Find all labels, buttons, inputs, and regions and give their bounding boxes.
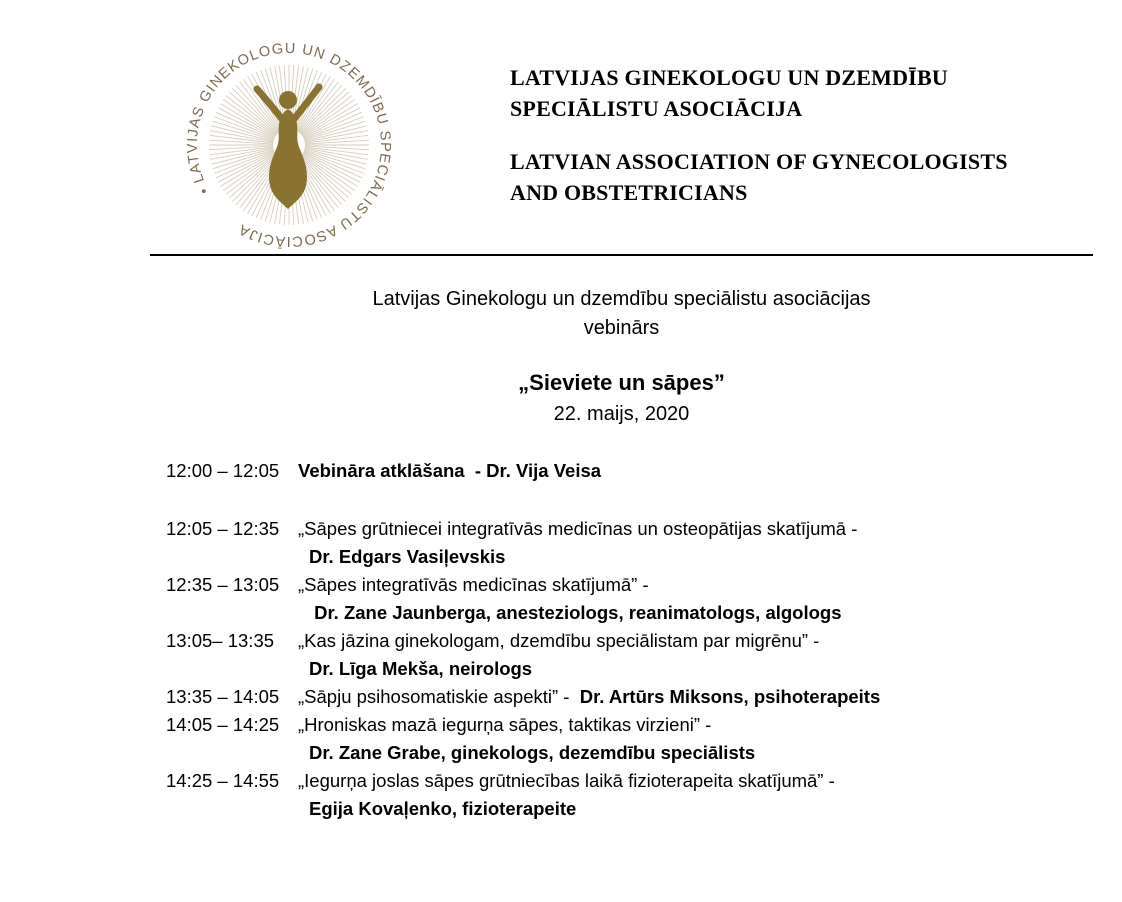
agenda-line-2: [166, 543, 1096, 571]
agenda-time: 13:05– 13:35: [166, 630, 275, 651]
agenda-time: 13:35 – 14:05: [166, 686, 280, 707]
agenda-line-3: [166, 571, 1096, 599]
webinar-title: „Sieviete un sāpes”: [518, 370, 725, 395]
agenda-line-10: [166, 767, 1096, 795]
agenda-speaker: Dr. Līga Mekša, neirologs: [309, 658, 533, 679]
agenda-topic: „Iegurņa joslas sāpes grūtniecības laikā fizioterapeita skatījumā” -: [298, 770, 835, 791]
agenda-time: 14:05 – 14:25: [166, 714, 280, 735]
agenda-topic: „Sāpes grūtniecei integratīvās medicīnas un osteopātijas skatījumā -: [298, 518, 858, 539]
agenda-topic: „Kas jāzina ginekologam, dzemdību speciālistam par migrēnu” -: [298, 630, 820, 651]
agenda-line-9: [166, 739, 1096, 767]
intro-line2: vebinārs: [583, 317, 660, 339]
agenda-time: [166, 543, 298, 571]
webinar-date: 22. maijs, 2020: [553, 403, 690, 425]
agenda-line-1: [166, 515, 1096, 543]
agenda-time: [166, 739, 298, 767]
agenda-speaker: Dr. Artūrs Miksons, psihoterapeits: [579, 686, 881, 707]
agenda-speaker: Egija Kovaļenko, fizioterapeite: [309, 798, 577, 819]
org-name-latvian: [510, 62, 1070, 124]
org-name-english: [510, 146, 1070, 208]
agenda-line-11: [166, 795, 1096, 823]
agenda-speaker: Dr. Zane Jaunberga, anesteziologs, reanimatologs, algologs: [309, 602, 842, 623]
agenda-speaker: Dr. Edgars Vasiļevskis: [309, 546, 506, 567]
agenda-speaker: Vebināra atklāšana - Dr. Vija Veisa: [298, 460, 602, 481]
org-name-en-line1: LATVIAN ASSOCIATION OF GYNECOLOGISTS: [510, 149, 1008, 174]
agenda-time: [166, 795, 298, 823]
intro-line1: Latvijas Ginekologu un dzemdību speciālistu asociācijas: [372, 288, 871, 310]
webinar-intro: [150, 285, 1093, 343]
logo-circular-text: • LATVIJAS GINEKOLOGU UN DZEMDĪBU SPECIĀLISTU ASOCIĀCIJA: [184, 40, 394, 250]
agenda-line-8: [166, 711, 1096, 739]
agenda-line-5: [166, 627, 1096, 655]
agenda-line-4: [166, 599, 1096, 627]
agenda-topic: „Sāpju psihosomatiskie aspekti” -: [298, 686, 580, 707]
agenda-time: 14:25 – 14:55: [166, 770, 280, 791]
agenda-topic: „Sāpes integratīvās medicīnas skatījumā” -: [298, 574, 649, 595]
org-name-lv-line1: LATVIJAS GINEKOLOGU UN DZEMDĪBU: [510, 65, 948, 90]
agenda-time: 12:05 – 12:35: [166, 518, 280, 539]
agenda-time: 12:00 – 12:05: [166, 460, 280, 481]
association-logo: [182, 38, 396, 252]
org-name-lv-line2: SPECIĀLISTU ASOCIĀCIJA: [510, 96, 803, 121]
agenda-speaker: Dr. Zane Grabe, ginekologs, dezemdību speciālists: [309, 742, 756, 763]
org-name-en-line2: AND OBSTETRICIANS: [510, 180, 748, 205]
agenda-line-6: [166, 655, 1096, 683]
agenda-topic: „Hroniskas mazā iegurņa sāpes, taktikas virzieni” -: [298, 714, 712, 735]
agenda-line-0: [166, 457, 1096, 485]
agenda-time: [166, 655, 298, 683]
agenda-time: 12:35 – 13:05: [166, 574, 280, 595]
agenda-line-7: [166, 683, 1096, 711]
agenda: [166, 457, 1096, 823]
divider-line: [150, 254, 1093, 256]
agenda-time: [166, 599, 298, 627]
